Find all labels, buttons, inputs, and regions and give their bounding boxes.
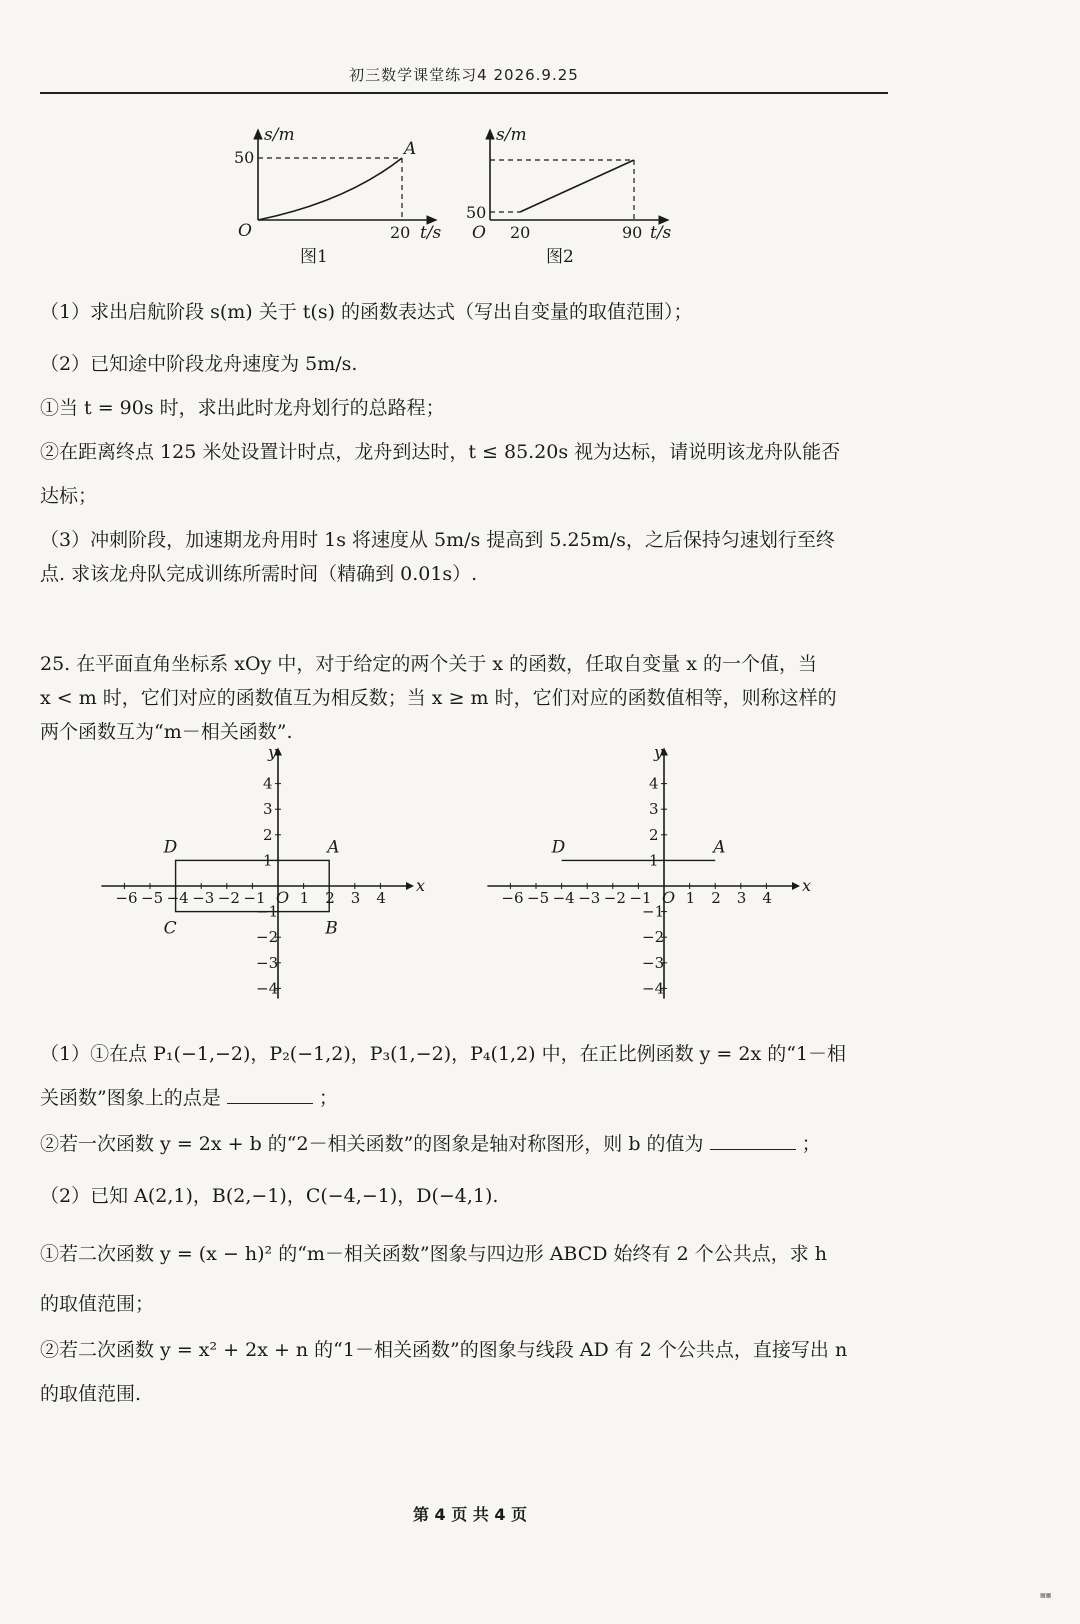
coordinate-grid-right [496, 742, 836, 1028]
fig2-xlabel: t/s [650, 223, 672, 243]
x-tick-label: −4 [552, 889, 575, 907]
watermark-stamp: ▦▦ [1040, 1592, 1052, 1599]
page-footer: 第 4 页 共 4 页 [412, 1505, 528, 1524]
q24-part2b-line1: ②在距离终点 125 米处设置计时点，龙舟到达时，t ≤ 85.20s 视为达标，请说明该龙舟队能否 [40, 441, 841, 463]
q24-part3-line1: （3）冲刺阶段，加速期龙舟用时 1s 将速度从 5m/s 提高到 5.25m/s，之后保持匀速划行至终 [40, 529, 835, 551]
point-label-d: D [163, 837, 178, 858]
point-label-b: B [325, 918, 338, 939]
q25-intro-line3: 两个函数互为“m－相关函数”. [40, 721, 293, 743]
fig2-x-mark-20: 20 [510, 223, 531, 242]
q25-1b-text: ②若一次函数 y = 2x + b 的“2－相关函数”的图象是轴对称图形，则 b 的值为 [40, 1133, 704, 1155]
fig1-x-mark: 20 [390, 223, 411, 242]
fig1-caption: 图1 [300, 247, 328, 267]
y-tick-label: −1 [256, 902, 279, 921]
y-tick-label: 4 [649, 774, 659, 793]
y-tick-label: −2 [642, 928, 665, 947]
x-tick-label: −4 [166, 889, 189, 907]
x-tick-label: 4 [376, 889, 386, 907]
x-tick-label: −5 [527, 889, 550, 907]
x-axis-arrow [792, 882, 800, 890]
fig1-y-mark: 50 [234, 148, 255, 167]
origin-label: O [662, 888, 676, 907]
fig1-xlabel: t/s [420, 223, 442, 243]
x-tick-label: 2 [325, 889, 335, 907]
x-tick-label: −1 [629, 889, 652, 907]
x-tick-label: 3 [350, 889, 361, 907]
y-tick-label: 1 [263, 851, 273, 870]
y-tick-label: 1 [649, 851, 659, 870]
x-tick-label: −1 [243, 889, 266, 907]
y-tick-label: −4 [642, 979, 665, 998]
fig2-caption: 图2 [546, 247, 574, 267]
fig2-ylabel: s/m [496, 125, 527, 145]
y-tick-label: −3 [642, 953, 665, 972]
header-rule [40, 92, 888, 94]
y-tick-label: 4 [263, 774, 273, 793]
fig1-ylabel: s/m [264, 125, 295, 145]
q25-1a-line2 [40, 1084, 338, 1112]
q25-1b-semicolon: ； [801, 1133, 821, 1155]
fig2-line [520, 160, 634, 212]
point-label-d: D [551, 837, 566, 858]
y-tick-label: 3 [263, 800, 273, 819]
x-tick-label: −2 [603, 889, 626, 907]
x-tick-label: 1 [685, 889, 696, 907]
y-axis-label: y [268, 742, 278, 762]
y-tick-label: −1 [642, 902, 665, 921]
y-tick-label: −3 [256, 953, 279, 972]
q25-2-line: （2）已知 A(2,1)，B(2,−1)，C(−4,−1)，D(−4,1). [40, 1185, 499, 1207]
x-tick-label: 2 [711, 889, 721, 907]
y-tick-label: 3 [649, 800, 659, 819]
x-tick-label: −3 [192, 889, 215, 907]
q25-1a-text: 关函数”图象上的点是 [40, 1087, 221, 1109]
page-header: 初三数学课堂练习4 2026.9.25 [349, 66, 579, 84]
q24-part3-line2: 点. 求该龙舟队完成训练所需时间（精确到 0.01s）. [40, 563, 478, 585]
coordinate-grid-left [100, 742, 440, 1028]
fig1-curve [258, 158, 402, 220]
origin-label: O [276, 888, 290, 907]
fig2-origin: O [472, 223, 486, 243]
q25-1a-line1: （1）①在点 P₁(−1,−2)，P₂(−1,2)，P₃(1,−2)，P₄(1,2) 中，在正比例函数 y = 2x 的“1－相 [40, 1043, 847, 1065]
fig1-origin: O [238, 221, 252, 241]
q25-2a-line1: ①若二次函数 y = (x − h)² 的“m－相关函数”图象与四边形 ABCD 始终有 2 个公共点，求 h [40, 1243, 827, 1265]
q25-2a-line2: 的取值范围； [40, 1293, 155, 1315]
point-label-c: C [163, 918, 177, 939]
x-tick-label: 4 [762, 889, 772, 907]
x-axis-arrow [406, 882, 414, 890]
q25-intro-line1: 25. 在平面直角坐标系 xOy 中，对于给定的两个关于 x 的函数，任取自变量 x 的一个值，当 [40, 653, 817, 675]
x-tick-label: −6 [501, 889, 524, 907]
x-tick-label: −5 [141, 889, 164, 907]
q24-part2a: ①当 t = 90s 时，求出此时龙舟划行的总路程； [40, 397, 445, 419]
x-tick-label: 3 [736, 889, 747, 907]
figure-1 [226, 122, 456, 272]
q24-part1: （1）求出启航阶段 s(m) 关于 t(s) 的函数表达式（写出自变量的取值范围）； [40, 301, 693, 323]
q24-part2: （2）已知途中阶段龙舟速度为 5m/s. [40, 353, 358, 375]
fig2-y-mark: 50 [466, 203, 487, 222]
figure-2 [462, 122, 692, 272]
answer-blank-1[interactable] [227, 1085, 313, 1104]
x-tick-label: 1 [299, 889, 310, 907]
answer-blank-2[interactable] [710, 1131, 796, 1150]
y-axis-label: y [654, 742, 664, 762]
q25-1b-line [40, 1130, 821, 1158]
x-tick-label: −2 [217, 889, 240, 907]
q25-intro-line2: x < m 时，它们对应的函数值互为相反数；当 x ≥ m 时，它们对应的函数值相等，则称这样的 [40, 687, 837, 709]
y-tick-label: −2 [256, 928, 279, 947]
y-tick-label: 2 [263, 825, 273, 844]
fig2-x-mark-90: 90 [622, 223, 643, 242]
x-tick-label: −3 [578, 889, 601, 907]
y-tick-label: −4 [256, 979, 279, 998]
point-label-a: A [327, 837, 340, 858]
q25-1a-semicolon: ； [318, 1087, 338, 1109]
q25-2b-line2: 的取值范围. [40, 1383, 142, 1405]
x-axis-label: x [416, 876, 426, 895]
q24-part2b-line2: 达标； [40, 485, 98, 507]
x-axis-label: x [802, 876, 812, 895]
x-tick-label: −6 [115, 889, 138, 907]
point-label-a: A [713, 837, 726, 858]
q25-2b-line1: ②若二次函数 y = x² + 2x + n 的“1－相关函数”的图象与线段 AD 有 2 个公共点，直接写出 n [40, 1339, 848, 1361]
fig1-point-a: A [404, 139, 417, 159]
y-tick-label: 2 [649, 825, 659, 844]
